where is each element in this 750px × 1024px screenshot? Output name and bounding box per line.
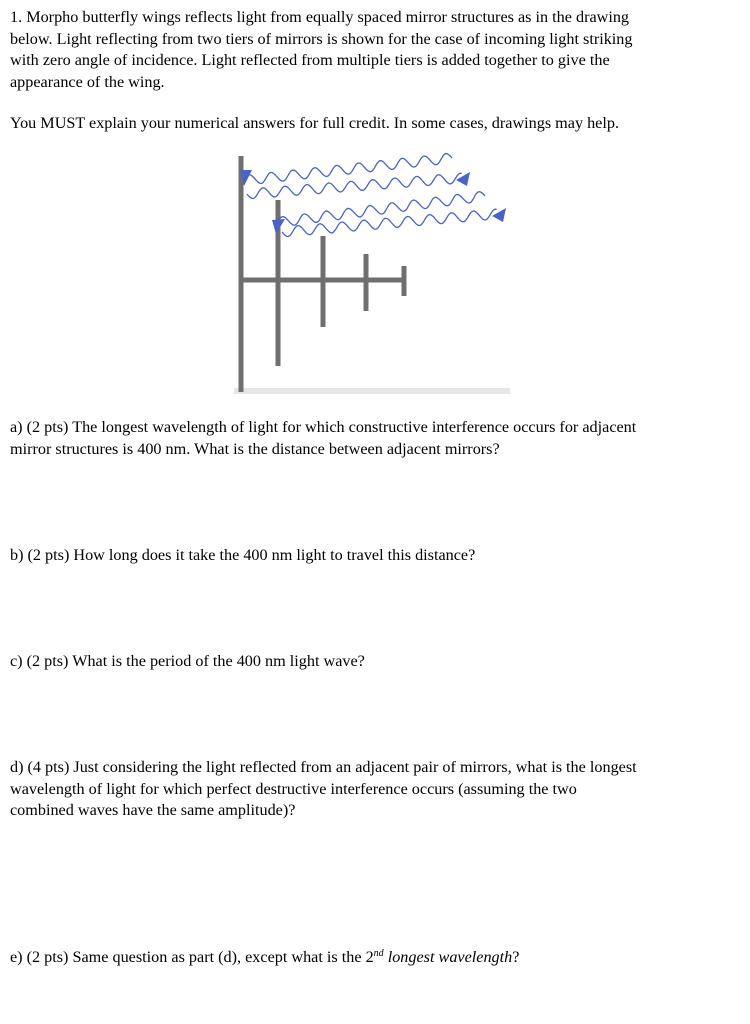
diagram-base-shadow — [234, 388, 510, 394]
problem-intro — [10, 7, 633, 93]
question-a — [10, 417, 636, 460]
question-d — [10, 757, 637, 822]
incoming-wave-lower — [280, 192, 485, 225]
light-waves — [247, 154, 497, 237]
question-b-line: b) (2 pts) How long does it take the 400 nm light to travel this distance? — [10, 546, 476, 564]
question-e-italic: longest wavelength — [383, 948, 513, 966]
question-d-line: d) (4 pts) Just considering the light reflected from an adjacent pair of mirrors, what is the longest — [10, 758, 637, 776]
question-e-prefix: e) (2 pts) Same question as part (d), except what is the 2 — [10, 948, 374, 966]
reflected-wave-lower — [282, 209, 497, 236]
mirror-structure — [241, 156, 405, 392]
ordinal-superscript: nd — [373, 948, 384, 959]
question-d-line: combined waves have the same amplitude)? — [10, 801, 296, 819]
question-b — [10, 545, 475, 567]
arrow-right-icon — [456, 172, 470, 186]
question-e-suffix: ? — [512, 948, 520, 966]
intro-line: 1. Morpho butterfly wings reflects light from equally spaced mirror structures as in the drawing — [10, 8, 630, 26]
incoming-wave-upper — [247, 154, 452, 184]
question-a-line: a) (2 pts) The longest wavelength of light for which constructive interference occurs for adjacent — [10, 418, 637, 436]
arrow-down-icon — [272, 219, 285, 234]
instruction-text: You MUST explain your numerical answers for full credit. In some cases, drawings may help. — [10, 114, 620, 132]
reflected-wave-upper — [247, 173, 462, 198]
question-c-line: c) (2 pts) What is the period of the 400 nm light wave? — [10, 652, 365, 670]
intro-line: with zero angle of incidence. Light reflected from multiple tiers is added together to give the — [10, 51, 610, 69]
question-c — [10, 651, 365, 673]
arrow-down-icon — [240, 170, 252, 186]
question-e — [10, 947, 519, 969]
question-d-line: wavelength of light for which perfect destructive interference occurs (assuming the two — [10, 779, 577, 798]
intro-line: below. Light reflecting from two tiers of mirrors is shown for the case of incoming light striking — [10, 29, 633, 48]
arrow-right-icon — [492, 208, 506, 222]
direction-arrows — [240, 170, 506, 234]
intro-line: appearance of the wing. — [10, 72, 165, 91]
question-a-line: mirror structures is 400 nm. What is the distance between adjacent mirrors? — [10, 439, 500, 458]
